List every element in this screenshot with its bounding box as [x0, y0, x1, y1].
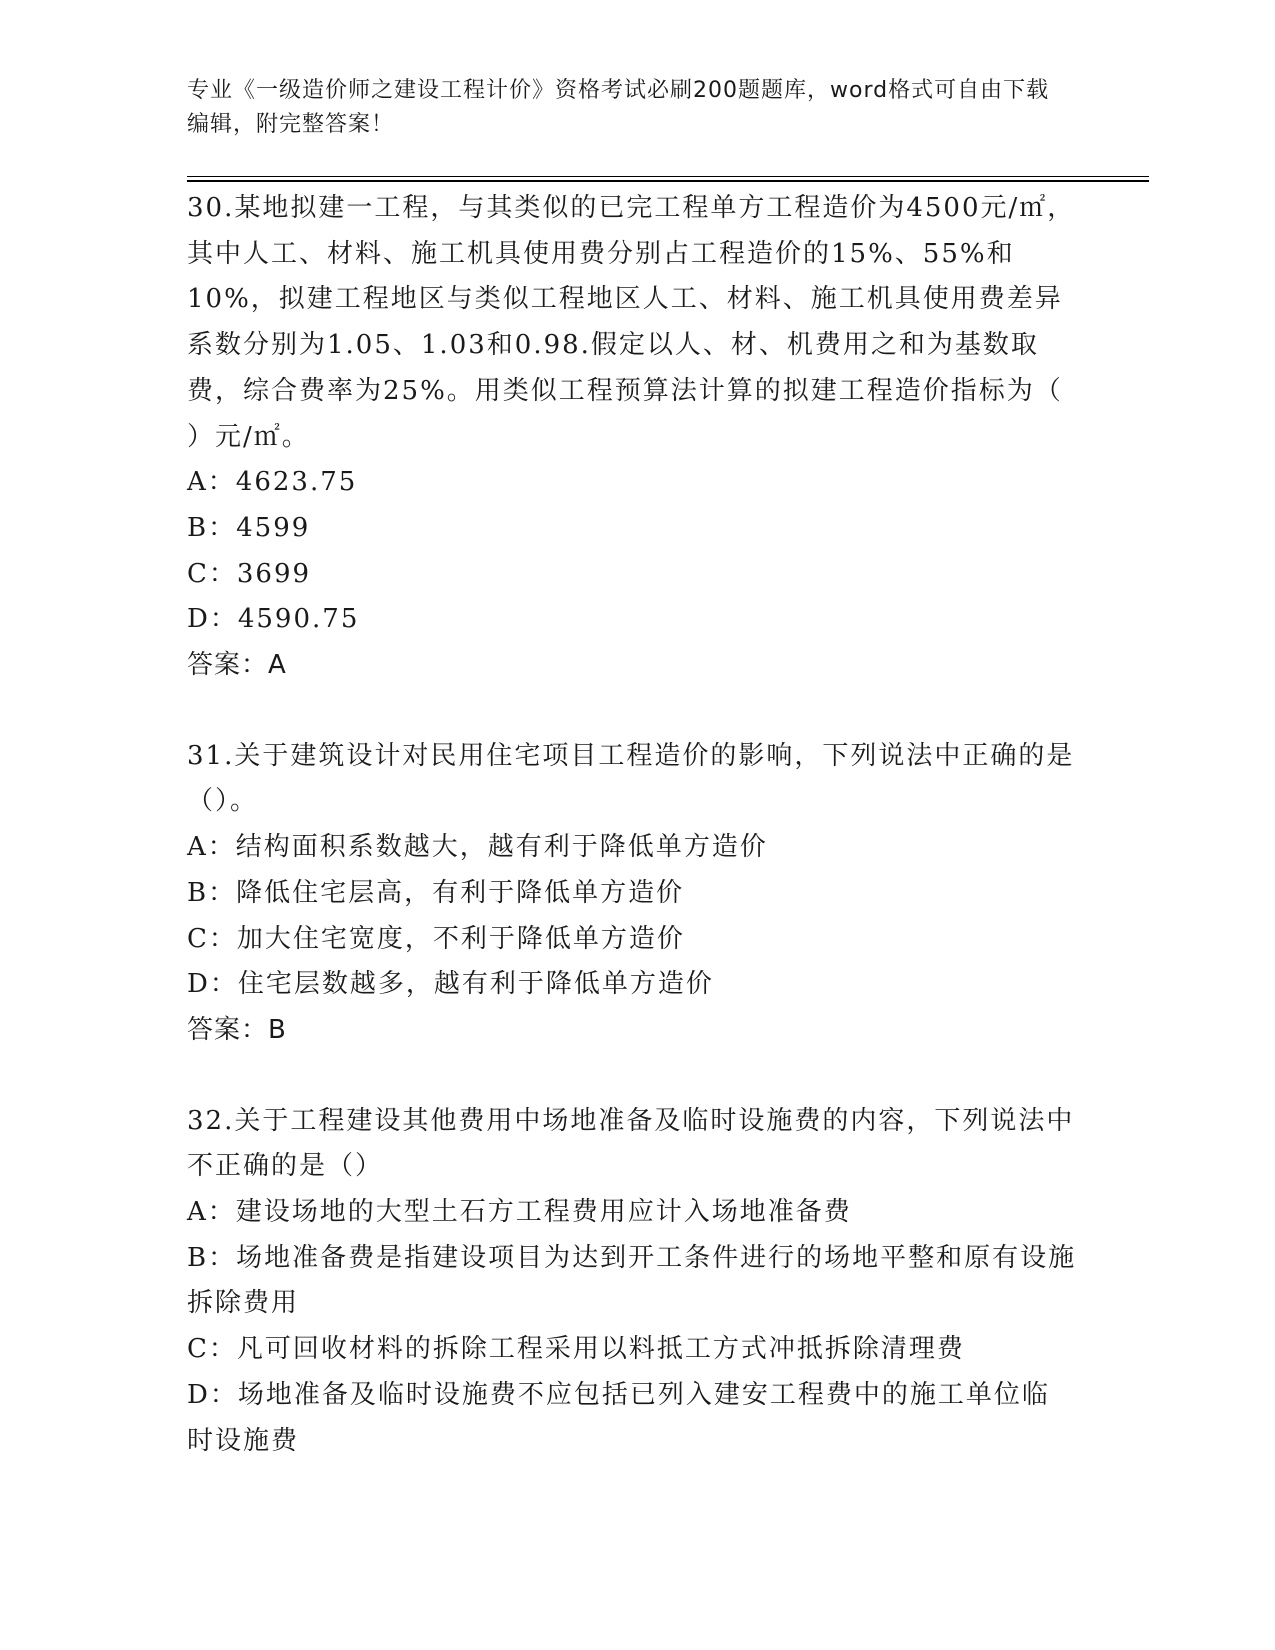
- question-30: [187, 186, 1077, 689]
- question-stem: 32.关于工程建设其他费用中场地准备及临时设施费的内容，下列说法中不正确的是（）: [187, 1105, 1075, 1182]
- question-stem: 30.某地拟建一工程，与其类似的已完工程单方工程造价为4500元/㎡，其中人工、材料、施工机具使用费分别占工程造价的15%、55%和10%，拟建工程地区与类似工程地区人工、材料、施工机具使用费差异系数分别为1.05、1.03和0.98.假定以人、材、机费用之和为基数取费，综合费率为25%。用类似工程预算法计算的拟建工程造价指标为（ ）元/㎡。: [187, 193, 1076, 452]
- option-c: C：凡可回收材料的拆除工程采用以料抵工方式冲抵拆除清理费: [187, 1334, 965, 1365]
- header-divider-thin: [187, 176, 1149, 177]
- question-32: [187, 1099, 1077, 1465]
- answer: 答案：B: [187, 1014, 287, 1045]
- option-c: C：3699: [187, 558, 312, 589]
- answer: 答案：A: [187, 650, 287, 681]
- option-a: A：建设场地的大型土石方工程费用应计入场地准备费: [187, 1197, 852, 1228]
- option-b: B：场地准备费是指建设项目为达到开工条件进行的场地平整和原有设施拆除费用: [187, 1242, 1077, 1319]
- question-31: [187, 734, 1077, 1054]
- option-b: B：4599: [187, 512, 311, 543]
- page-header: 专业《一级造价师之建设工程计价》资格考试必刷200题题库，word格式可自由下载编辑，附完整答案！: [187, 78, 1050, 137]
- question-stem: 31.关于建筑设计对民用住宅项目工程造价的影响，下列说法中正确的是（）。: [187, 740, 1075, 817]
- option-a: A：结构面积系数越大，越有利于降低单方造价: [187, 832, 768, 863]
- option-d: D：住宅层数越多，越有利于降低单方造价: [187, 969, 714, 1000]
- option-c: C：加大住宅宽度，不利于降低单方造价: [187, 923, 685, 954]
- question-list: [187, 186, 1077, 1509]
- option-d: D：4590.75: [187, 604, 360, 635]
- option-d: D：场地准备及临时设施费不应包括已列入建安工程费中的施工单位临时设施费: [187, 1379, 1050, 1456]
- option-a: A：4623.75: [187, 467, 358, 498]
- option-b: B：降低住宅层高，有利于降低单方造价: [187, 877, 685, 908]
- header-divider-thick: [187, 180, 1149, 182]
